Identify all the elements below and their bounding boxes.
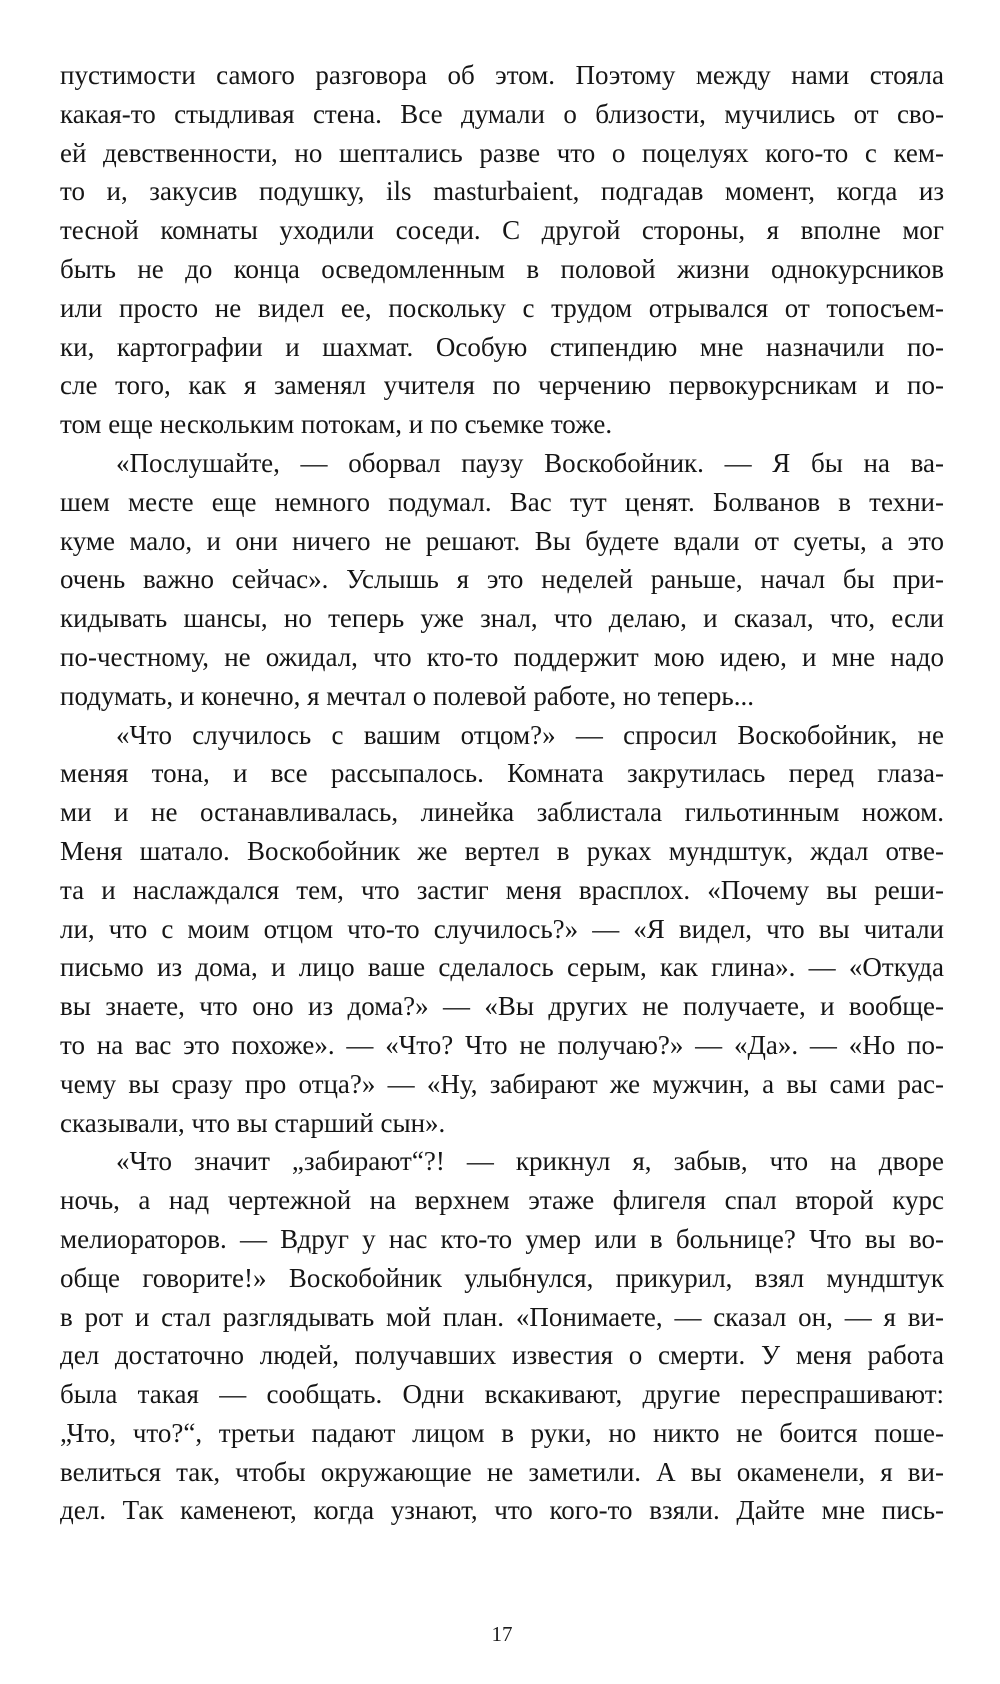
text-line: то на вас это похоже». — «Что? Что не получаю?» — «Да». — «Но по- [60, 1029, 944, 1060]
text-line: ки, картографии и шахмат. Особую стипендию мне назначили по- [60, 331, 944, 362]
paragraph [60, 444, 944, 716]
text-line: сле того, как я заменял учителя по черчению первокурсникам и по- [60, 370, 944, 401]
text-line: по-честному, не ожидал, что кто-то поддержит мою идею, и мне надо [60, 641, 944, 672]
text-block [60, 56, 944, 1530]
text-line: была такая — сообщать. Одни вскакивают, другие переспрашивают: [60, 1379, 944, 1410]
text-line: мелиораторов. — Вдруг у нас кто-то умер или в больнице? Что вы во- [60, 1223, 944, 1254]
text-line: сказывали, что вы старший сын». [60, 1107, 446, 1138]
text-line: Меня шатало. Воскобойник же вертел в руках мундштук, ждал отве- [60, 835, 944, 866]
text-line: «Послушайте, — оборвал паузу Воскобойник. — Я бы на ва- [116, 447, 944, 478]
paragraph [60, 716, 944, 1143]
text-line: обще говорите!» Воскобойник улыбнулся, прикурил, взял мундштук [60, 1262, 944, 1293]
text-line: то и, закусив подушку, ils masturbaient, подгадав момент, когда из [60, 176, 944, 207]
text-line: «Что случилось с вашим отцом?» — спросил Воскобойник, не [116, 719, 944, 750]
text-line: ночь, а над чертежной на верхнем этаже флигеля спал второй курс [60, 1185, 944, 1216]
text-line: письмо из дома, и лицо ваше сделалось серым, как глина». — «Откуда [60, 952, 944, 983]
text-line: том еще нескольким потокам, и по съемке тоже. [60, 409, 613, 440]
text-line: дел достаточно людей, получавших известия о смерти. У меня работа [60, 1340, 944, 1371]
text-line: шем месте еще немного подумал. Вас тут ценят. Болванов в техни- [60, 486, 944, 517]
paragraph [60, 1142, 944, 1530]
page-number: 17 [491, 1622, 513, 1646]
text-line: какая-то стыдливая стена. Все думали о близости, мучились от сво- [60, 98, 944, 129]
text-line: куме мало, и они ничего не решают. Вы будете вдали от суеты, а это [60, 525, 944, 556]
text-line: дел. Так каменеют, когда узнают, что кого-то взяли. Дайте мне пись- [60, 1495, 944, 1526]
text-line: или просто не видел ее, поскольку с трудом отрывался от топосъем- [60, 292, 944, 323]
text-line: та и наслаждался тем, что застиг меня врасплох. «Почему вы реши- [60, 874, 944, 905]
text-line: чему вы сразу про отца?» — «Ну, забирают же мужчин, а вы сами рас- [60, 1068, 944, 1099]
text-line: кидывать шансы, но теперь уже знал, что делаю, и сказал, что, если [60, 603, 944, 634]
text-line: подумать, и конечно, я мечтал о полевой работе, но теперь... [60, 680, 754, 711]
text-line: вы знаете, что оно из дома?» — «Вы других не получаете, и вообще- [60, 991, 944, 1022]
text-line: меняя тона, и все рассыпалось. Комната закрутилась перед глаза- [60, 758, 944, 789]
text-line: тесной комнаты уходили соседи. С другой стороны, я вполне мог [60, 215, 944, 246]
text-line: „Что, что?“, третьи падают лицом в руки, но никто не боится поше- [60, 1417, 944, 1448]
text-line: «Что значит „забирают“?! — крикнул я, забыв, что на дворе [116, 1146, 944, 1177]
text-line: велиться так, чтобы окружающие не заметили. А вы окаменели, я ви- [60, 1456, 944, 1487]
text-line: пустимости самого разговора об этом. Поэтому между нами стояла [60, 60, 944, 90]
text-line: ей девственности, но шептались разве что о поцелуях кого-то с кем- [60, 137, 944, 168]
paragraph [60, 56, 944, 444]
text-line: ми и не останавливалась, линейка заблистала гильотинным ножом. [60, 797, 944, 828]
text-line: в рот и стал разглядывать мой план. «Понимаете, — сказал он, — я ви- [60, 1301, 944, 1332]
text-line: быть не до конца осведомленным в половой жизни однокурсников [60, 253, 944, 284]
text-line: ли, что с моим отцом что-то случилось?» — «Я видел, что вы читали [60, 913, 944, 944]
text-line: очень важно сейчас». Услышь я это неделей раньше, начал бы при- [60, 564, 944, 595]
